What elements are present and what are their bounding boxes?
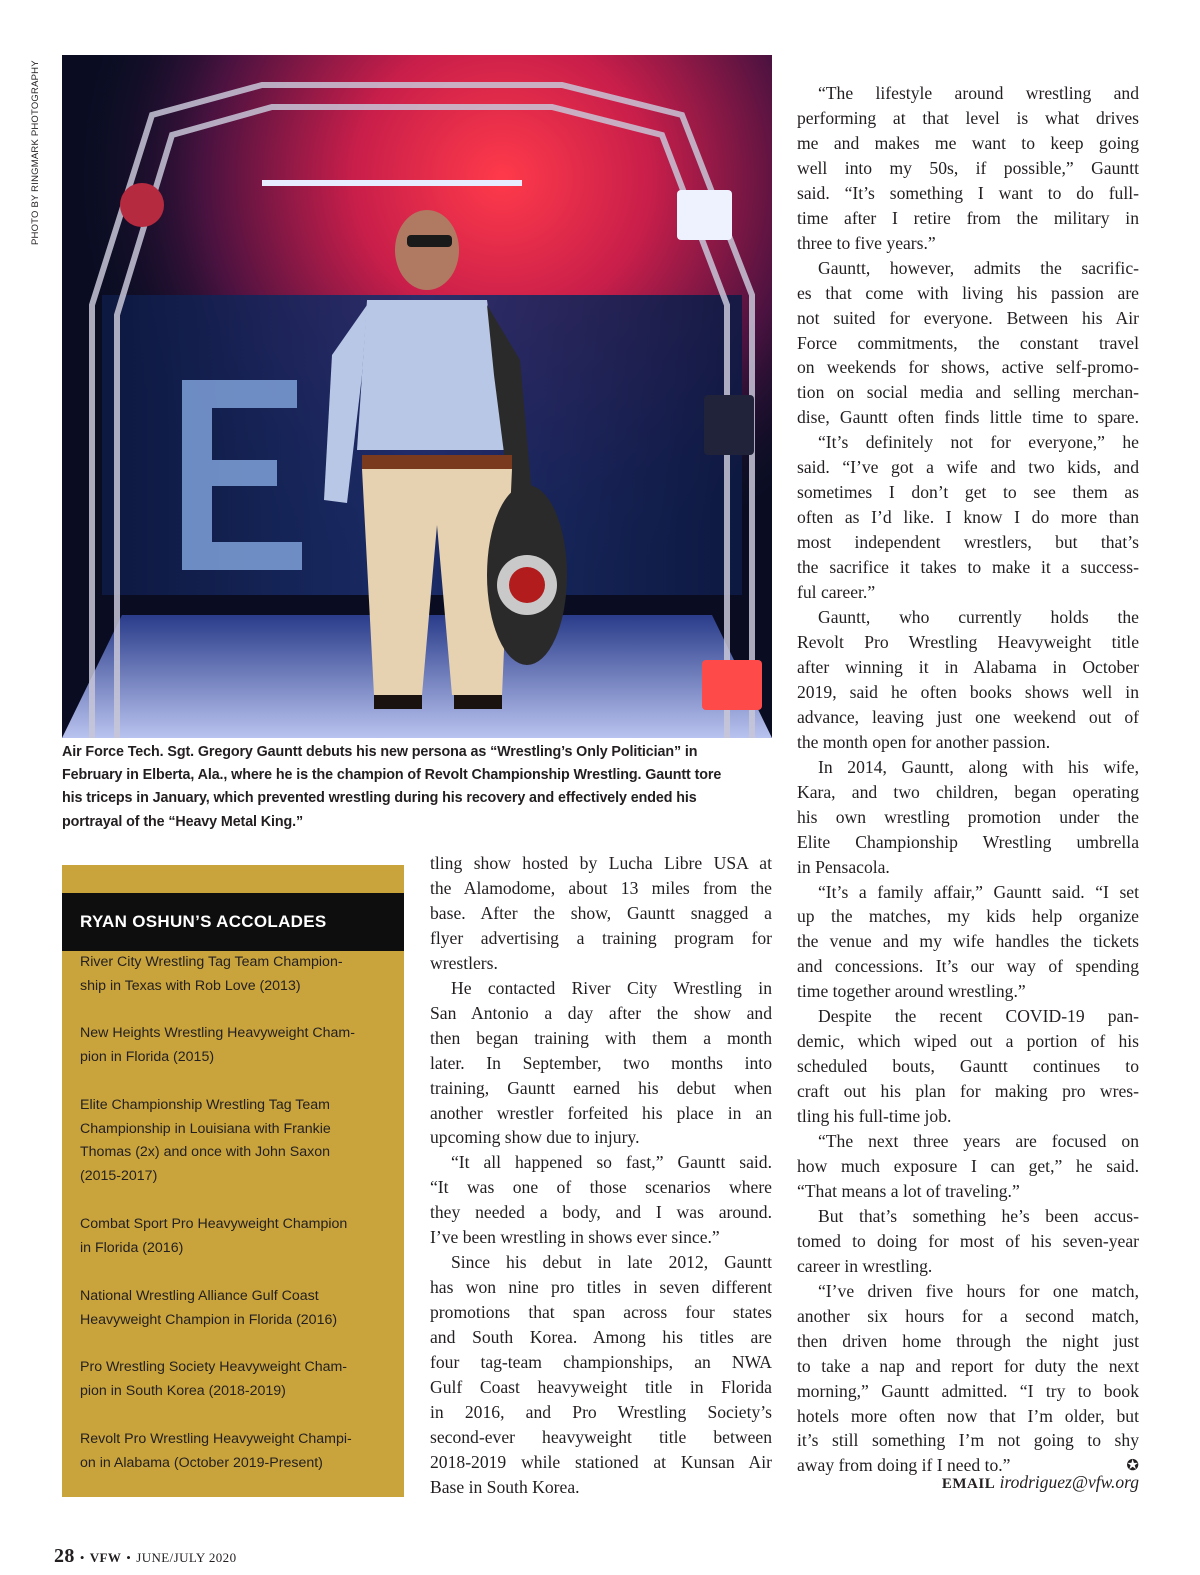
body-line: up the matches, my kids help organize (797, 906, 1139, 927)
accolade-line: Revolt Pro Wrestling Heavyweight Champi- (80, 1431, 352, 1447)
body-line: said. “It’s something I want to do full- (797, 182, 1139, 203)
body-line: “It was one of those scenarios where (430, 1177, 772, 1198)
accolade-line: National Wrestling Alliance Gulf Coast (80, 1288, 319, 1304)
magazine-name: VFW (89, 1550, 122, 1565)
body-line: promotions that span across four states (430, 1302, 772, 1323)
body-line: it’s still something I’m not going to shy (797, 1430, 1139, 1451)
body-line: Elite Championship Wrestling umbrella (797, 831, 1139, 852)
caption-line: his triceps in January, which prevented wrestling during his recovery and effectively ended his (62, 790, 697, 807)
body-line: tomed to doing for most of his seven-year (797, 1230, 1139, 1251)
body-line: advance, leaving just one weekend out of (797, 706, 1139, 727)
photo-credit: PHOTO BY RINGMARK PHOTOGRAPHY (30, 60, 41, 245)
body-line: the venue and my wife handles the tickets (797, 931, 1139, 952)
body-line: I’ve been wrestling in shows ever since.” (430, 1227, 720, 1248)
accolade-line: in Florida (2016) (80, 1239, 184, 1256)
accolades-title: RYAN OSHUN’S ACCOLADES (62, 893, 404, 951)
body-line: He contacted River City Wrestling in (451, 977, 772, 998)
accolade-item (80, 1022, 390, 1069)
accolade-item (80, 1213, 390, 1260)
body-line: the Alamodome, about 13 miles from the (430, 877, 772, 898)
body-line: well into my 50s, if possible,” Gauntt (797, 157, 1139, 178)
accolade-line: pion in Florida (2015) (80, 1048, 215, 1065)
final-line-text: away from doing if I need to.” (797, 1455, 1011, 1476)
body-line: “I’ve driven five hours for one match, (818, 1280, 1139, 1301)
accolade-line: River City Wrestling Tag Team Champion- (80, 954, 343, 970)
body-line: base. After the show, Gauntt snagged a (430, 902, 772, 923)
body-line: Since his debut in late 2012, Gauntt (451, 1252, 772, 1273)
page-number: 28 (54, 1545, 75, 1567)
body-line: performing at that level is what drives (797, 107, 1139, 128)
body-line: But that’s something he’s been accus- (818, 1205, 1139, 1226)
body-line: second-ever heavyweight title between (430, 1426, 772, 1447)
body-line: “It’s a family affair,” Gauntt said. “I set (818, 881, 1139, 902)
body-line: another six hours for a second match, (797, 1305, 1139, 1326)
body-line: time after I retire from the military in (797, 207, 1139, 228)
accolade-item (80, 1356, 390, 1403)
body-line: Gulf Coast heavyweight title in Florida (430, 1377, 772, 1398)
photo-caption (62, 741, 774, 834)
body-line: and concessions. It’s our way of spending (797, 956, 1139, 977)
body-line: then began training with them a month (430, 1027, 772, 1048)
folio-bullet: • (126, 1550, 132, 1565)
accolade-line: Heavyweight Champion in Florida (2016) (80, 1311, 338, 1328)
body-line: Despite the recent COVID-19 pan- (818, 1006, 1139, 1027)
body-line: Gauntt, however, admits the sacrific- (818, 257, 1139, 278)
body-line: said. “I’ve got a wife and two kids, and (797, 457, 1139, 478)
body-line: the month open for another passion. (797, 731, 1051, 752)
body-line: in 2016, and Pro Wrestling Society’s (430, 1401, 772, 1422)
body-line: sometimes I don’t get to see them as (797, 482, 1139, 503)
body-line: training, Gauntt earned his debut when (430, 1077, 772, 1098)
accolade-line: (2015-2017) (80, 1167, 158, 1184)
body-line: morning,” Gauntt admitted. “I try to book (797, 1380, 1139, 1401)
accolade-line: Pro Wrestling Society Heavyweight Cham- (80, 1359, 348, 1375)
body-line: time together around wrestling.” (797, 981, 1026, 1002)
body-line: wrestlers. (430, 952, 498, 973)
body-line: has won nine pro titles in seven different (430, 1277, 772, 1298)
body-line: “It all happened so fast,” Gauntt said. (451, 1152, 772, 1173)
body-line: tling show hosted by Lucha Libre USA at (430, 853, 772, 873)
body-line: and South Korea. Among his titles are (430, 1327, 772, 1348)
wrestler-photo (62, 55, 772, 738)
article-column-2 (430, 851, 772, 1500)
body-line: in Pensacola. (797, 856, 890, 877)
body-line: tling his full-time job. (797, 1106, 952, 1127)
caption-line: portrayal of the “Heavy Metal King.” (62, 813, 304, 830)
body-line: 2018-2019 while stationed at Kunsan Air (430, 1451, 772, 1472)
body-line: es that come with living his passion are (797, 282, 1139, 303)
body-line: three to five years.” (797, 232, 936, 253)
body-line: “It’s definitely not for everyone,” he (818, 432, 1139, 453)
body-line: Base in South Korea. (430, 1476, 580, 1497)
accolade-line: on in Alabama (October 2019-Present) (80, 1454, 323, 1471)
body-line: upcoming show due to injury. (430, 1127, 640, 1148)
article-column-3 (797, 81, 1139, 1478)
issue-date: JUNE/JULY 2020 (136, 1550, 237, 1565)
body-line: craft out his plan for making pro wres- (797, 1081, 1139, 1102)
body-line: later. In September, two months into (430, 1052, 772, 1073)
body-line: they needed a body, and I was around. (430, 1202, 772, 1223)
accolade-item (80, 1428, 390, 1475)
body-line: on weekends for shows, active self-promo- (797, 357, 1139, 378)
body-line: hotels more often now that I’m older, but (797, 1405, 1139, 1426)
accolade-line: Championship in Louisiana with Frankie (80, 1120, 331, 1137)
body-line: four tag-team championships, an NWA (430, 1352, 772, 1373)
body-line: “The lifestyle around wrestling and (818, 83, 1139, 103)
accolade-line: Thomas (2x) and once with John Saxon (80, 1144, 330, 1160)
body-line: his own wrestling promotion under the (797, 806, 1139, 827)
body-line: demic, which wiped out a portion of his (797, 1031, 1139, 1052)
body-line: not suited for everyone. Between his Air (797, 307, 1139, 328)
folio-bullet: • (79, 1550, 85, 1565)
body-line: “The next three years are focused on (818, 1131, 1139, 1152)
body-line: ful career.” (797, 582, 876, 603)
accolade-item (80, 1094, 390, 1188)
body-line: Gauntt, who currently holds the (818, 607, 1139, 628)
accolade-line: pion in South Korea (2018-2019) (80, 1382, 286, 1399)
body-line: scheduled bouts, Gauntt continues to (797, 1056, 1139, 1077)
body-line: career in wrestling. (797, 1255, 933, 1276)
body-line: In 2014, Gauntt, along with his wife, (818, 756, 1139, 777)
accolades-sidebar (62, 865, 404, 1497)
body-line: another wrestler forfeited his place in an (430, 1102, 772, 1123)
body-line: flyer advertising a training program for (430, 927, 772, 948)
caption-line: February in Elberta, Ala., where he is the champion of Revolt Championship Wrestling. Gauntt tore (62, 767, 722, 784)
body-line: Kara, and two children, began operating (797, 781, 1139, 802)
page-folio (54, 1545, 236, 1568)
body-line: “That means a lot of traveling.” (797, 1180, 1020, 1201)
body-line: after winning it in Alabama in October (797, 656, 1139, 677)
light-bar (262, 180, 522, 186)
accolade-line: Combat Sport Pro Heavyweight Champion (80, 1216, 348, 1232)
body-line: San Antonio a day after the show and (430, 1002, 772, 1023)
body-line: how much exposure I can get,” he said. (797, 1155, 1139, 1176)
accolade-line: Elite Championship Wrestling Tag Team (80, 1097, 330, 1113)
body-line: 2019, said he often books shows well in (797, 681, 1139, 702)
body-line: Force commitments, the constant travel (797, 332, 1139, 353)
wrestler-photo-illustration (62, 55, 772, 738)
body-line: the sacrifice it takes to make it a success- (797, 557, 1139, 578)
body-line: tion on social media and selling merchan- (797, 382, 1139, 403)
body-line: to take a nap and report for duty the next (797, 1355, 1139, 1376)
body-line: me and makes me want to keep going (797, 132, 1139, 153)
end-mark-icon: ✪ (1126, 1456, 1139, 1475)
accolade-line: New Heights Wrestling Heavyweight Cham- (80, 1025, 355, 1041)
caption-line: Air Force Tech. Sgt. Gregory Gauntt debuts his new persona as “Wrestling’s Only Politician” in (62, 744, 698, 760)
author-email (942, 1472, 1139, 1493)
body-line: often as I’d like. I know I do more than (797, 507, 1139, 528)
body-line: most independent wrestlers, but that’s (797, 532, 1139, 553)
accolade-item (80, 951, 390, 998)
body-line: dise, Gauntt often finds little time to spare. (797, 407, 1139, 428)
body-line: Revolt Pro Wrestling Heavyweight title (797, 631, 1139, 652)
email-label: EMAIL (941, 1476, 996, 1492)
accolade-line: ship in Texas with Rob Love (2013) (80, 977, 301, 994)
email-address-link[interactable]: irodriguez@vfw.org (999, 1472, 1139, 1492)
body-line: then driven home through the night just (797, 1330, 1139, 1351)
accolade-item (80, 1285, 390, 1332)
